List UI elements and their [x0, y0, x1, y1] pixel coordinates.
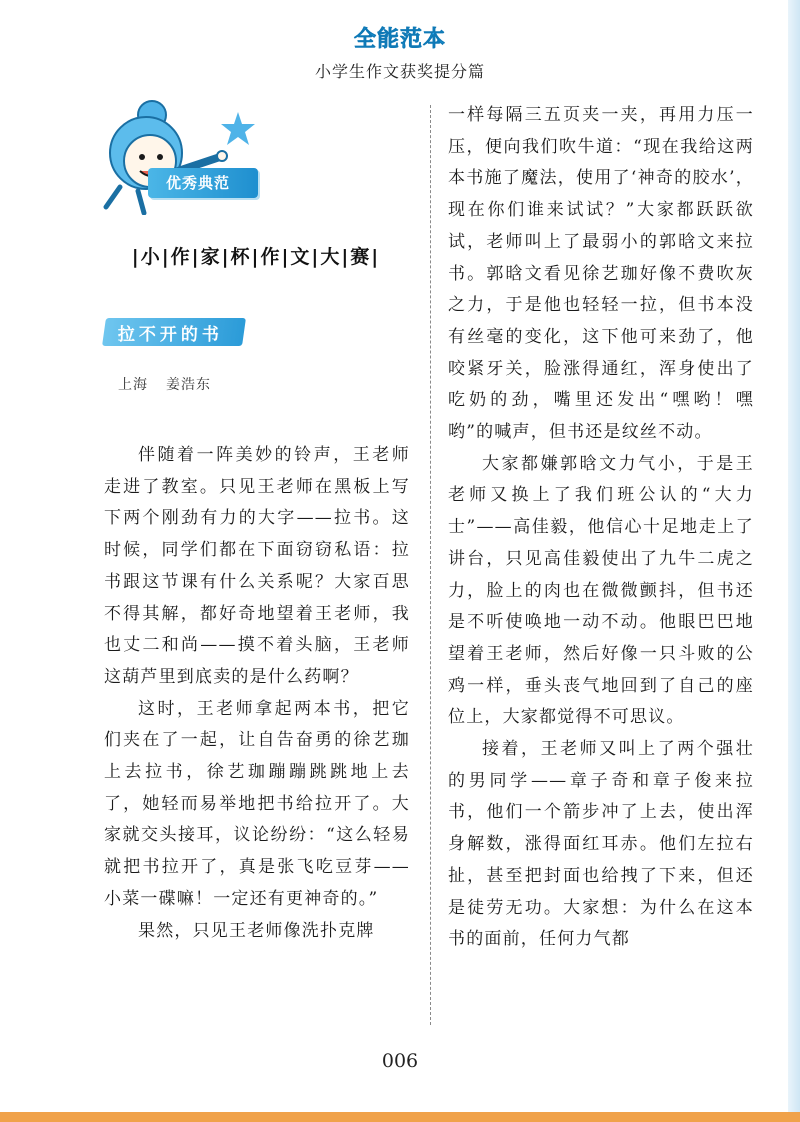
- author-name: 姜浩东: [166, 377, 211, 393]
- author-city: 上海: [118, 377, 148, 393]
- badge-label: 优秀典范: [166, 174, 231, 192]
- paragraph: 接着，王老师又叫上了两个强壮的男同学——章子奇和章子俊来拉书，他们一个箭步冲了上去，使出浑身解数，涨得面红耳赤。他们左拉右扯，甚至把封面也给拽了下来，但还是徒劳无功。大家想：为什么在这本书的面前，任何力气都: [448, 739, 754, 950]
- left-text-column: [104, 440, 410, 947]
- page-number: 006: [381, 1050, 419, 1072]
- paragraph: 伴随着一阵美妙的铃声，王老师走进了教室。只见王老师在黑板上写下两个刚劲有力的大字——拉书。这时候，同学们都在下面窃窃私语：拉书跟这节课有什么关系呢？大家百思不得其解，都好奇地望着王老师，我也丈二和尚——摸不着头脑，王老师这葫芦里到底卖的是什么药啊？: [104, 445, 410, 687]
- page-header: [0, 22, 800, 82]
- essay-title-banner: [102, 318, 246, 346]
- bottom-band-decoration: [0, 1112, 800, 1122]
- excellent-example-badge: [148, 168, 258, 198]
- right-text-column: [448, 100, 754, 956]
- author-line: [118, 374, 211, 394]
- star-icon: [218, 110, 258, 154]
- essay-title: 拉不开的书: [117, 325, 223, 345]
- book-subtitle: 小学生作文获奖提分篇: [314, 62, 485, 81]
- paragraph: 这时，王老师拿起两本书，把它们夹在了一起，让自告奋勇的徐艺珈上去拉书，徐艺珈蹦蹦跳跳地上去了，她轻而易举地把书给拉开了。大家就交头接耳，议论纷纷：“这么轻易就把书拉开了，真是张飞吃豆芽——小菜一碟嘛！一定还有更神奇的。”: [104, 698, 410, 909]
- column-divider: [430, 105, 431, 1025]
- paragraph: 大家都嫌郭晗文力气小，于是王老师又换上了我们班公认的“大力士”——高佳毅，他信心十足地走上了讲台，只见高佳毅使出了九牛二虎之力，脸上的肉也在微微颤抖，但书还是不听使唤地一动不动。他眼巴巴地望着王老师，然后好像一只斗败的公鸡一样，垂头丧气地回到了自己的座位上，大家都觉得不可思议。: [448, 453, 754, 728]
- brand-logo-text: 全能范本: [353, 27, 446, 52]
- contest-title: |小|作|家|杯|作|文|大|赛|: [131, 246, 381, 268]
- paragraph: 一样每隔三五页夹一夹，再用力压一压，便向我们吹牛道：“现在我给这两本书施了魔法，使用了‘神奇的胶水’，现在你们谁来试试？”大家都跃跃欲试，老师叫上了最弱小的郭晗文来拉书。郭晗文看见徐艺珈好像不费吹灰之力，于是他也轻轻一拉，但书本没有丝毫的变化，这下他可来劲了，他咬紧牙关，脸涨得通红，浑身使出了吃奶的劲，嘴里还发出“嘿哟！嘿哟”的喊声，但书还是纹丝不动。: [448, 105, 754, 443]
- page-edge-decoration: [788, 0, 800, 1122]
- paragraph: 果然，只见王老师像洗扑克牌: [138, 920, 375, 941]
